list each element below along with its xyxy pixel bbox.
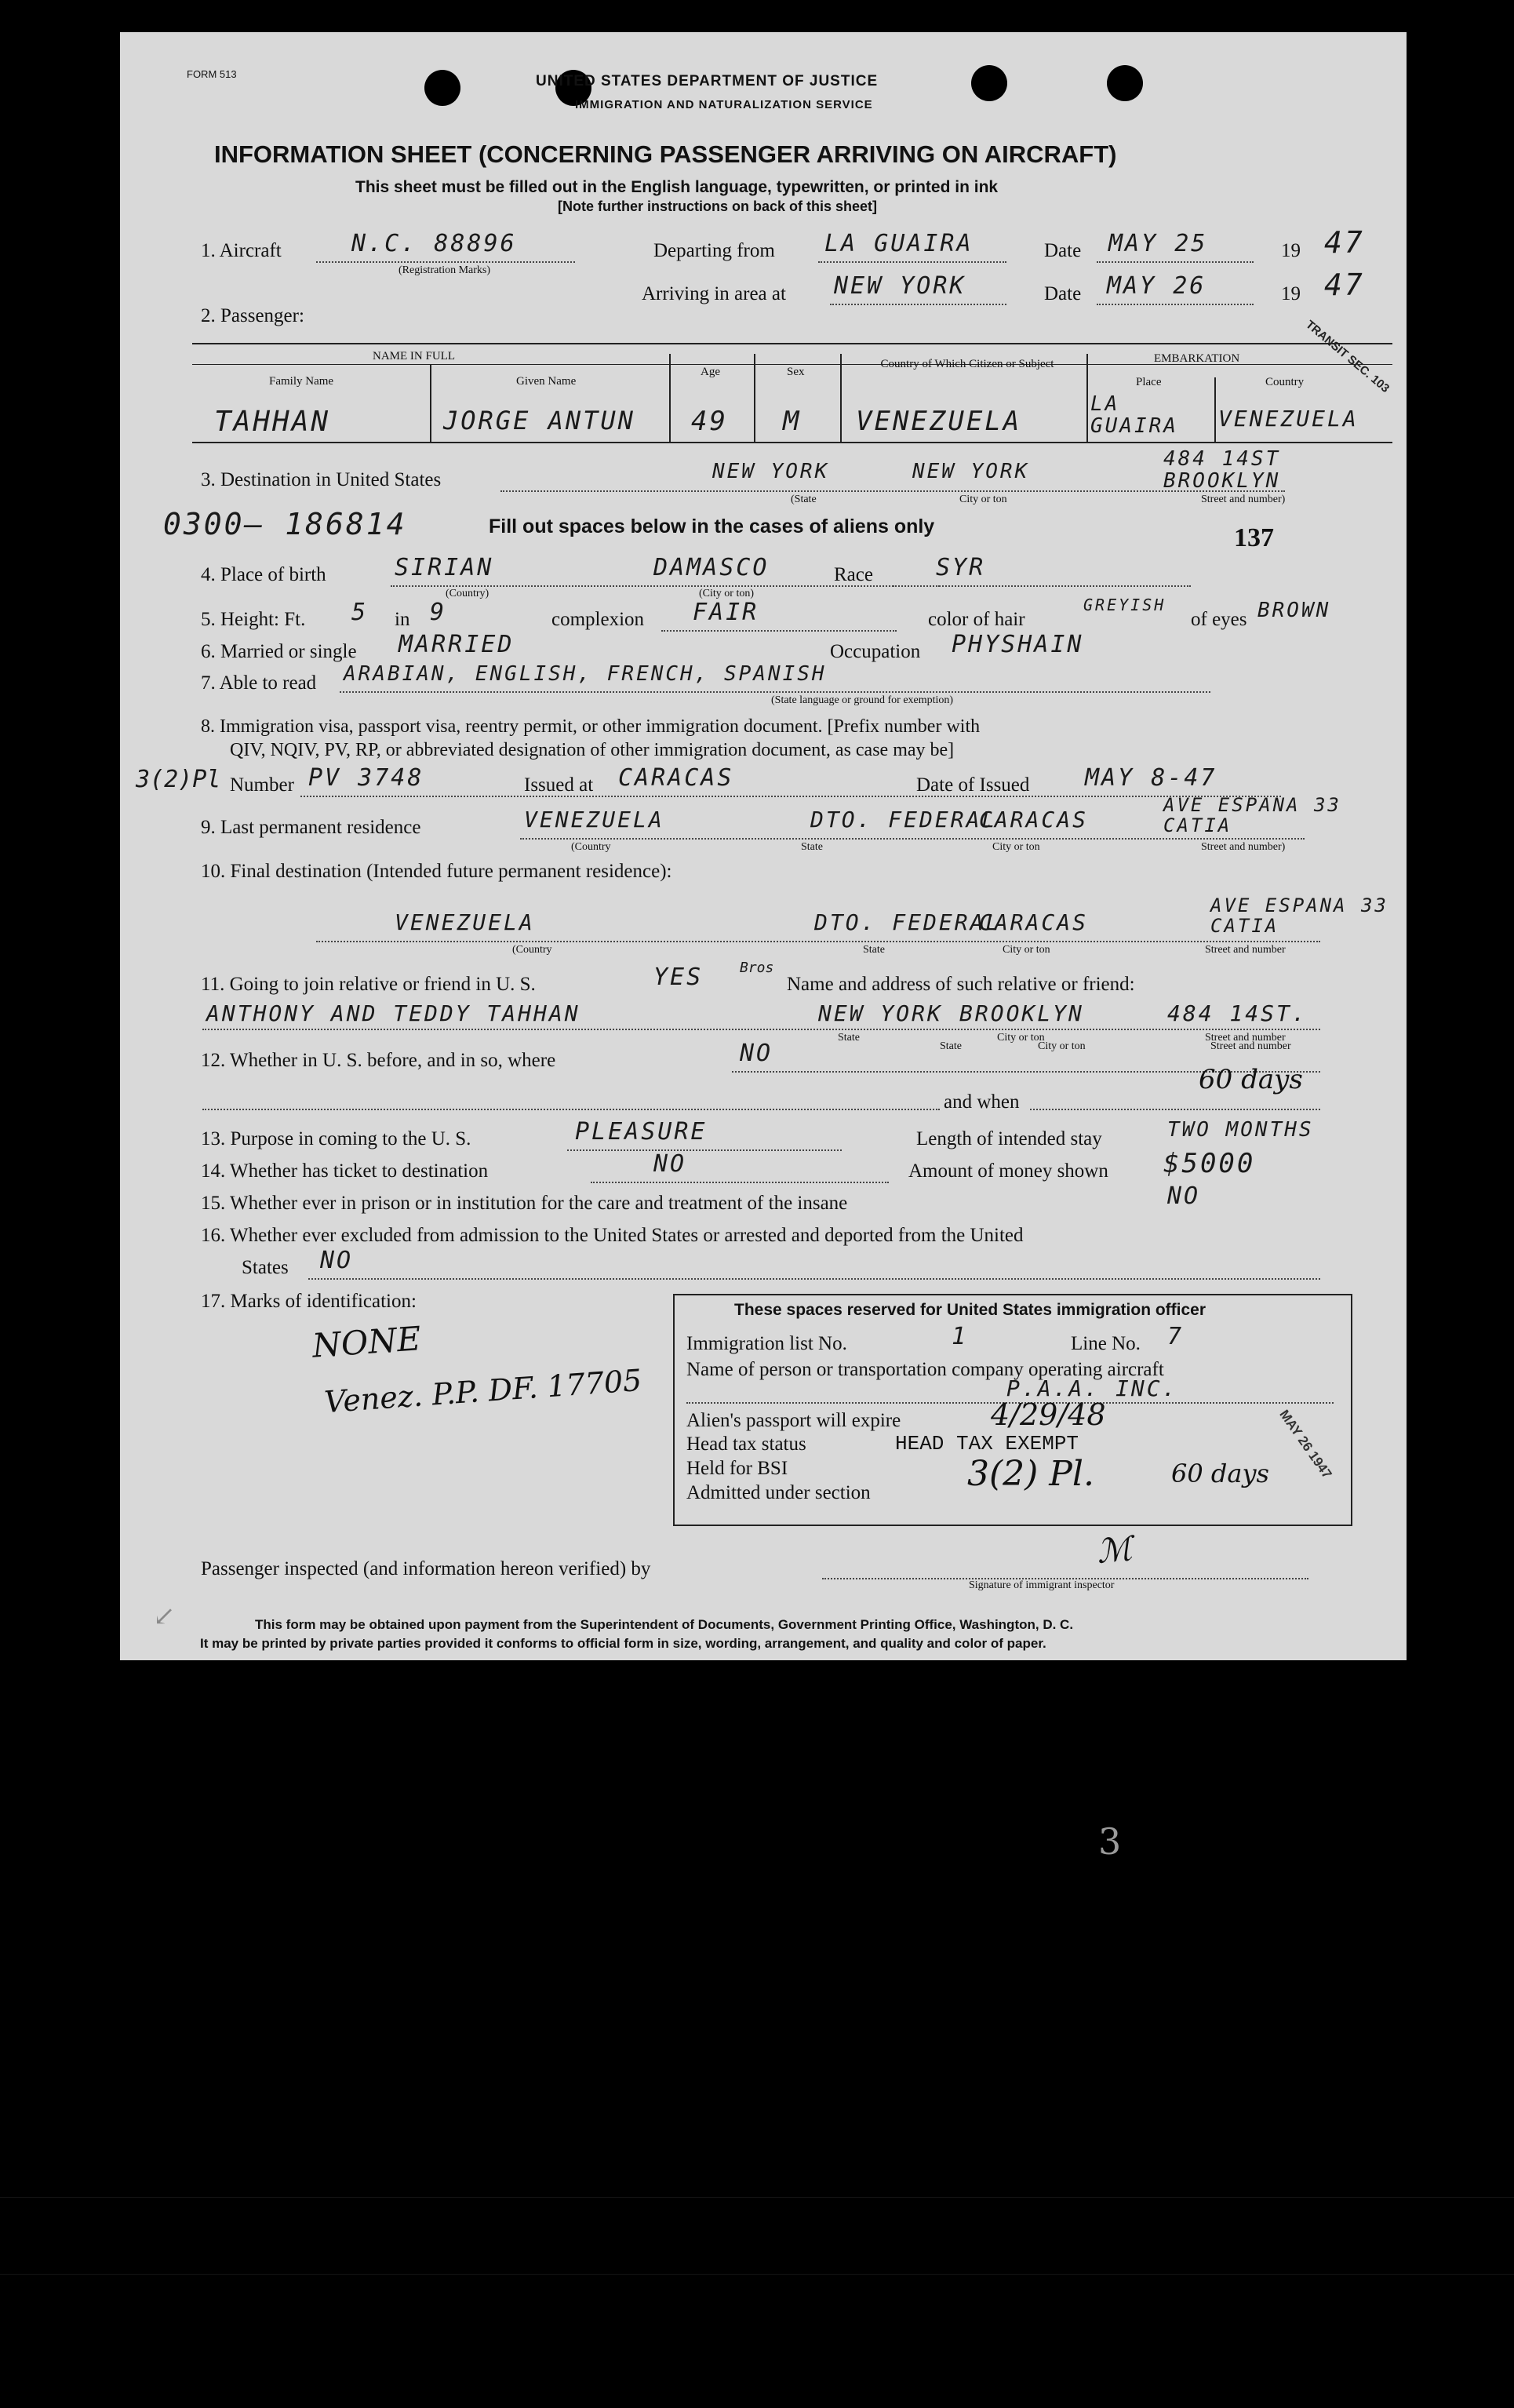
- transit-stamp: TRANSIT SEC. 103: [1303, 318, 1392, 395]
- passport-label: Alien's passport will expire: [686, 1410, 901, 1431]
- dotted-line: [300, 796, 1281, 797]
- arr-year: 47: [1324, 268, 1365, 302]
- residence-street: AVE ESPANA 33 CATIA: [1163, 794, 1341, 836]
- table-divider: [754, 354, 755, 442]
- print-note-2: It may be printed by private parties provided it conforms to official form in size, wording, arrangement, and quality and color of paper.: [200, 1636, 1046, 1651]
- doc-label-line2: QIV, NQIV, PV, RP, or abbreviated designation of other immigration document, as case may be]: [230, 740, 955, 760]
- ticket: NO: [653, 1150, 687, 1178]
- ticket-label: 14. Whether has ticket to destination: [201, 1160, 489, 1182]
- occupation-label: Occupation: [830, 641, 921, 662]
- dotted-line: [316, 941, 1320, 942]
- transport: P.A.A. INC.: [1006, 1375, 1178, 1401]
- cap-street: Street and number: [1210, 1040, 1291, 1052]
- excluded-label-line2: States: [242, 1257, 289, 1278]
- bsi-label: Held for BSI: [686, 1458, 788, 1479]
- instruction-text: This sheet must be filled out in the English language, typewritten, or printed in ink: [355, 178, 999, 196]
- signature-caption: Signature of immigrant inspector: [969, 1579, 1115, 1591]
- dotted-line: [340, 691, 1210, 693]
- note-text: [Note further instructions on back of this sheet]: [558, 199, 878, 214]
- height-ft: 5: [351, 599, 369, 626]
- cap-state: State: [801, 841, 823, 853]
- dep-date-label: Date: [1044, 240, 1082, 261]
- table-divider: [1214, 377, 1216, 442]
- table-divider: [669, 354, 671, 442]
- relative-street: 484 14ST.: [1167, 1000, 1308, 1026]
- date-issued-label: Date of Issued: [916, 774, 1030, 796]
- arriving-label: Arriving in area at: [642, 283, 786, 304]
- eyes-label: of eyes: [1191, 609, 1247, 630]
- list-label: Immigration list No.: [686, 1333, 847, 1354]
- age: 49: [691, 406, 728, 437]
- embark-country: VENEZUELA: [1218, 406, 1359, 432]
- section-value: 3(2) Pl.: [967, 1454, 1094, 1494]
- race: SYR: [936, 554, 986, 581]
- given-name: JORGE ANTUN: [443, 406, 635, 435]
- section-label: Admitted under section: [686, 1482, 871, 1503]
- inspector-signature-icon: ℳ: [1094, 1528, 1134, 1572]
- cap-city: City or ton: [1038, 1040, 1086, 1052]
- days-note: 60 days: [1199, 1064, 1303, 1095]
- prison-label: 15. Whether ever in prison or in institution for the care and treatment of the insane: [201, 1193, 848, 1214]
- table-divider: [430, 364, 431, 442]
- arr-date: MAY 26: [1107, 272, 1206, 300]
- year-prefix: 19: [1281, 240, 1301, 261]
- marks-none: NONE: [311, 1319, 423, 1365]
- departing-city: LA GUAIRA: [824, 230, 974, 257]
- punch-hole: [1107, 65, 1143, 101]
- page-number: 137: [1234, 523, 1274, 552]
- headtax-label: Head tax status: [686, 1434, 806, 1455]
- join-label2: Name and address of such relative or friend:: [787, 974, 1135, 995]
- line-label: Line No.: [1071, 1333, 1141, 1354]
- page-title: INFORMATION SHEET (CONCERNING PASSENGER ARRIVING ON AIRCRAFT): [214, 140, 1117, 168]
- dotted-line: [830, 304, 1006, 305]
- stay-label: Length of intended stay: [916, 1128, 1102, 1149]
- table-rule: [192, 343, 1392, 344]
- excluded-label-line1: 16. Whether ever excluded from admission to the United States or arrested and deported from the United: [201, 1225, 1024, 1246]
- residence-city: CARACAS: [979, 807, 1089, 832]
- passenger-label: 2. Passenger:: [201, 305, 304, 326]
- margin-mark: 3: [1098, 1820, 1122, 1863]
- cap-street: Street and number): [1201, 494, 1286, 505]
- family-name: TAHHAN: [214, 406, 331, 438]
- height-in: 9: [430, 599, 447, 626]
- final-street: AVE ESPANA 33 CATIA: [1210, 894, 1388, 937]
- aircraft-reg: N.C. 88896: [351, 230, 517, 257]
- prison: NO: [1167, 1182, 1201, 1210]
- race-label: Race: [834, 564, 873, 585]
- cap-state: State: [838, 1032, 860, 1044]
- and-when-label: and when: [944, 1091, 1020, 1113]
- dotted-line: [818, 261, 1006, 263]
- punch-hole: [424, 70, 460, 106]
- cap-city: City or ton: [997, 1032, 1045, 1044]
- dest-street: 484 14ST BROOKLYN: [1163, 447, 1281, 493]
- in-label: in: [395, 609, 410, 630]
- married-label: 6. Married or single: [201, 641, 357, 662]
- date-issued: MAY 8-47: [1085, 764, 1217, 792]
- table-rule: [192, 442, 1392, 443]
- read-caption: (State language or ground for exemption): [771, 694, 954, 706]
- sex: M: [783, 406, 802, 437]
- birth-label: 4. Place of birth: [201, 564, 326, 585]
- col-country: Country of Which Citizen or Subject: [880, 358, 1054, 370]
- aircraft-label: 1. Aircraft: [201, 240, 282, 261]
- birth-city: DAMASCO: [653, 554, 770, 581]
- purpose-label: 13. Purpose in coming to the U. S.: [201, 1128, 471, 1149]
- dotted-line: [202, 1109, 940, 1110]
- col-place: Place: [1136, 376, 1162, 388]
- reg-caption: (Registration Marks): [399, 264, 491, 276]
- aliens-only-note: Fill out spaces below in the cases of aliens only: [489, 515, 935, 537]
- date-stamp: MAY 26 1947: [1276, 1407, 1335, 1481]
- scan-artifact: [0, 2274, 1514, 2275]
- embark-place: LA GUAIRA: [1090, 392, 1178, 438]
- destination-label: 3. Destination in United States: [201, 469, 442, 490]
- hair-color: GREYISH: [1083, 596, 1166, 614]
- line-no: 7: [1167, 1323, 1185, 1350]
- relative-name: ANTHONY AND TEDDY TAHHAN: [206, 1000, 580, 1026]
- marks-label: 17. Marks of identification:: [201, 1291, 417, 1312]
- cap-street: Street and number: [1205, 944, 1286, 956]
- dotted-line: [893, 585, 1191, 587]
- cap-country: (Country: [512, 944, 552, 956]
- dest-city: NEW YORK: [912, 460, 1030, 483]
- issued-at: CARACAS: [618, 764, 734, 792]
- dotted-line: [316, 261, 575, 263]
- file-number: 0300— 186814: [163, 507, 407, 541]
- final-state: DTO. FEDERAL: [814, 909, 1002, 935]
- join-value: YES: [653, 964, 704, 991]
- form-number: FORM 513: [187, 68, 237, 80]
- hair-label: color of hair: [928, 609, 1025, 630]
- final-city: CARACAS: [979, 909, 1089, 935]
- residence-label: 9. Last permanent residence: [201, 817, 421, 838]
- residence-state: DTO. FEDERAL: [810, 807, 998, 832]
- excluded: NO: [320, 1247, 354, 1274]
- cap-city: (City or ton): [699, 588, 754, 599]
- cap-state: State: [863, 944, 885, 956]
- visa-number: PV 3748: [308, 764, 424, 792]
- occupation: PHYSHAIN: [952, 631, 1084, 658]
- dotted-line: [308, 1278, 1320, 1280]
- col-emb-country: Country: [1265, 376, 1305, 388]
- cap-street: Street and number: [1205, 1032, 1286, 1044]
- inspected-label: Passenger inspected (and information hereon verified) by: [201, 1558, 651, 1579]
- punch-hole: [971, 65, 1007, 101]
- cap-city: City or ton: [1003, 944, 1050, 956]
- service-name: IMMIGRATION AND NATURALIZATION SERVICE: [575, 98, 873, 111]
- cap-city: City or ton: [992, 841, 1040, 853]
- dotted-line: [591, 1182, 889, 1183]
- dotted-line: [1030, 1109, 1320, 1110]
- table-divider: [1086, 354, 1088, 442]
- passport-expiry: 4/29/48: [991, 1397, 1106, 1432]
- dotted-line: [567, 1149, 842, 1151]
- money-label: Amount of money shown: [908, 1160, 1108, 1182]
- final-dest-label: 10. Final destination (Intended future permanent residence):: [201, 861, 672, 882]
- before-label: 12. Whether in U. S. before, and in so, where: [201, 1050, 556, 1071]
- eye-color: BROWN: [1257, 599, 1331, 622]
- arriving-city: NEW YORK: [834, 272, 966, 300]
- dotted-line: [520, 838, 1305, 840]
- departing-label: Departing from: [653, 240, 775, 261]
- list-no: 1: [952, 1323, 969, 1350]
- dep-year: 47: [1324, 225, 1365, 260]
- doc-label-line1: 8. Immigration visa, passport visa, reentry permit, or other immigration document. [Prefix number with: [201, 716, 981, 737]
- final-country: VENEZUELA: [395, 909, 535, 935]
- married: MARRIED: [399, 631, 515, 658]
- arr-date-label: Date: [1044, 283, 1082, 304]
- dotted-line: [661, 630, 897, 632]
- complexion: FAIR: [693, 599, 759, 626]
- col-embarkation: EMBARKATION: [1154, 352, 1240, 365]
- cap-state: State: [940, 1040, 962, 1052]
- issued-at-label: Issued at: [524, 774, 594, 796]
- dest-state: NEW YORK: [712, 460, 830, 483]
- dotted-line: [1097, 261, 1254, 263]
- cap-country: (Country): [446, 588, 490, 599]
- cap-city: City or ton: [959, 494, 1007, 505]
- birth-country: SIRIAN: [395, 554, 494, 581]
- headtax-value: HEAD TAX EXEMPT: [895, 1432, 1079, 1455]
- stay: TWO MONTHS: [1167, 1118, 1314, 1142]
- section-days: 60 days: [1171, 1459, 1269, 1488]
- join-note: Bros: [740, 960, 774, 976]
- col-sex: Sex: [787, 366, 805, 378]
- edge-mark-icon: ↙: [153, 1601, 176, 1632]
- dotted-line: [202, 1029, 1320, 1030]
- relative-city: BROOKLYN: [959, 1000, 1084, 1026]
- money: $5000: [1163, 1148, 1256, 1179]
- citizen-country: VENEZUELA: [856, 406, 1022, 437]
- transport-label: Name of person or transportation company operating aircraft: [686, 1359, 1164, 1380]
- year-prefix: 19: [1281, 283, 1301, 304]
- cap-state: (State: [791, 494, 817, 505]
- table-divider: [840, 354, 842, 442]
- cap-country: (Country: [571, 841, 611, 853]
- marks-passport: Venez. P.P. DF. 17705: [322, 1362, 643, 1420]
- information-sheet: [120, 32, 1407, 1660]
- languages: ARABIAN, ENGLISH, FRENCH, SPANISH: [344, 662, 827, 686]
- join-label: 11. Going to join relative or friend in U. S.: [201, 974, 536, 995]
- relative-state: NEW YORK: [818, 1000, 943, 1026]
- col-name: NAME IN FULL: [373, 350, 455, 362]
- margin-note: 3(2)Pl: [136, 766, 221, 793]
- col-family: Family Name: [269, 375, 334, 388]
- residence-country: VENEZUELA: [524, 807, 664, 832]
- purpose: PLEASURE: [575, 1118, 708, 1146]
- scan-background: [0, 1660, 1514, 2408]
- cap-street: Street and number): [1201, 841, 1286, 853]
- col-age: Age: [701, 366, 720, 378]
- read-label: 7. Able to read: [201, 672, 317, 694]
- agency-name: UNITED STATES DEPARTMENT OF JUSTICE: [536, 73, 879, 89]
- print-note-1: This form may be obtained upon payment from the Superintendent of Documents, Government Printing Office, Washington, D. C.: [255, 1617, 1074, 1632]
- dep-date: MAY 25: [1108, 230, 1208, 257]
- col-given: Given Name: [516, 375, 577, 388]
- officer-box-title: These spaces reserved for United States immigration officer: [734, 1301, 1206, 1319]
- height-label: 5. Height: Ft.: [201, 609, 306, 630]
- before-value: NO: [740, 1040, 773, 1067]
- dotted-line: [1097, 304, 1254, 305]
- number-label: Number: [230, 774, 294, 796]
- scan-artifact: [0, 2197, 1514, 2198]
- complexion-label: complexion: [551, 609, 645, 630]
